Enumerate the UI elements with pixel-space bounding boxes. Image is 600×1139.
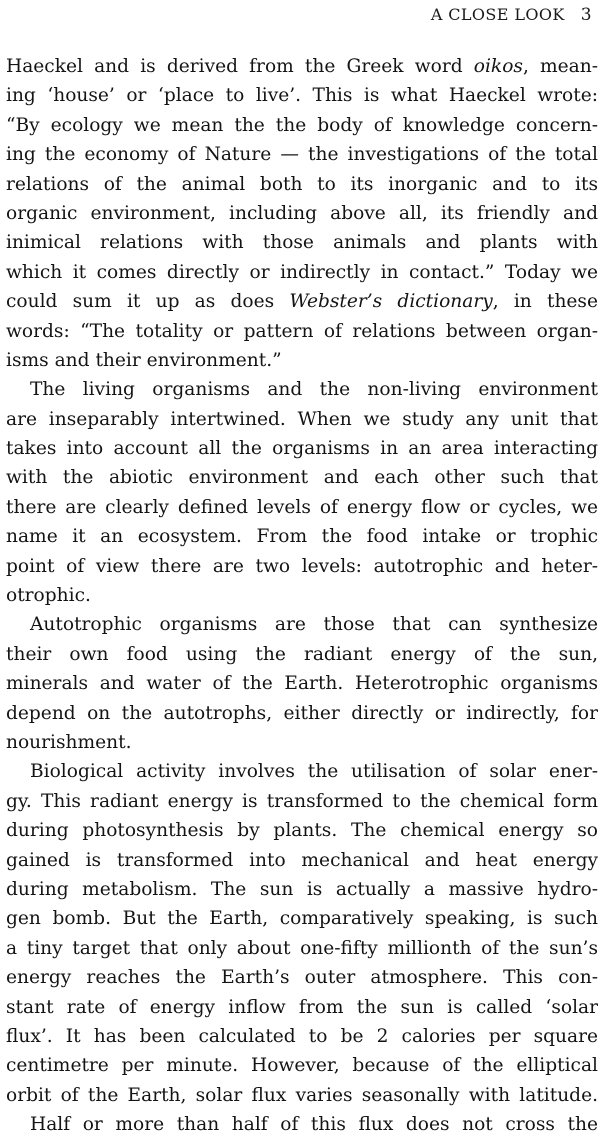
text-line: words: “The totality or pattern of relations between organ- (6, 320, 598, 342)
text-line: Haeckel and is derived from the Greek word oikos, mean- (6, 56, 598, 77)
text-line: are inseparably intertwined. When we study any unit that (6, 408, 598, 430)
text-line: minerals and water of the Earth. Heterotrophic organisms (6, 673, 598, 695)
text-line: there are clearly defined levels of energy flow or cycles, we (6, 496, 598, 518)
text-line: point of view there are two levels: autotrophic and heter- (6, 555, 598, 577)
text-line: ing the economy of Nature — the investigations of the total (6, 144, 598, 166)
text-line: which it comes directly or indirectly in contact.” Today we (6, 261, 598, 283)
text-line: relations of the animal both to its inorganic and to its (6, 173, 598, 195)
text-line: Biological activity involves the utilisation of solar ener- (30, 761, 598, 783)
text-line: stant rate of energy inflow from the sun is called ‘solar (6, 996, 598, 1018)
text-line: The living organisms and the non-living environment (30, 379, 598, 401)
text-line: organic environment, including above all, its friendly and (6, 202, 598, 224)
text-line: their own food using the radiant energy of the sun, (6, 643, 598, 665)
text-line: inimical relations with those animals and plants with (6, 232, 598, 254)
text-line: with the abiotic environment and each other such that (6, 467, 598, 489)
running-title: A CLOSE LOOK (430, 5, 565, 24)
text-line: “By ecology we mean the the body of knowledge concern- (6, 114, 598, 136)
text-line: takes into account all the organisms in an area interacting (6, 438, 598, 460)
text-line: otrophic. (6, 585, 91, 607)
text-line: flux’. It has been calculated to be 2 calories per square (6, 1025, 598, 1047)
text-line: nourishment. (6, 731, 132, 753)
text-line: Autotrophic organisms are those that can synthesize (30, 614, 598, 636)
text-line: could sum it up as does Webster’s dictionary, in these (6, 291, 598, 313)
page-number: 3 (580, 5, 592, 25)
text-line: centimetre per minute. However, because of the elliptical (6, 1055, 598, 1077)
text-line: energy reaches the Earth’s outer atmosphere. This con- (6, 967, 598, 989)
text-line: gained is transformed into mechanical and heat energy (6, 849, 598, 871)
text-line: gen bomb. But the Earth, comparatively speaking, is such (6, 908, 598, 930)
text-line: depend on the autotrophs, either directly or indirectly, for (6, 702, 598, 724)
text-line: gy. This radiant energy is transformed to the chemical form (6, 790, 598, 812)
text-line: isms and their environment.” (6, 349, 282, 371)
body-text (6, 52, 598, 1139)
text-line: ing ‘house’ or ‘place to live’. This is what Haeckel wrote: (6, 85, 598, 107)
text-line: name it an ecosystem. From the food intake or trophic (6, 526, 598, 548)
text-line: Half or more than half of this flux does not cross the (30, 1114, 598, 1136)
text-line: a tiny target that only about one-fifty millionth of the sun’s (6, 937, 598, 959)
text-line: during photosynthesis by plants. The chemical energy so (6, 820, 598, 842)
text-line: during metabolism. The sun is actually a massive hydro- (6, 878, 598, 900)
running-head (431, 5, 592, 25)
text-line: orbit of the Earth, solar flux varies seasonally with latitude. (6, 1084, 598, 1106)
